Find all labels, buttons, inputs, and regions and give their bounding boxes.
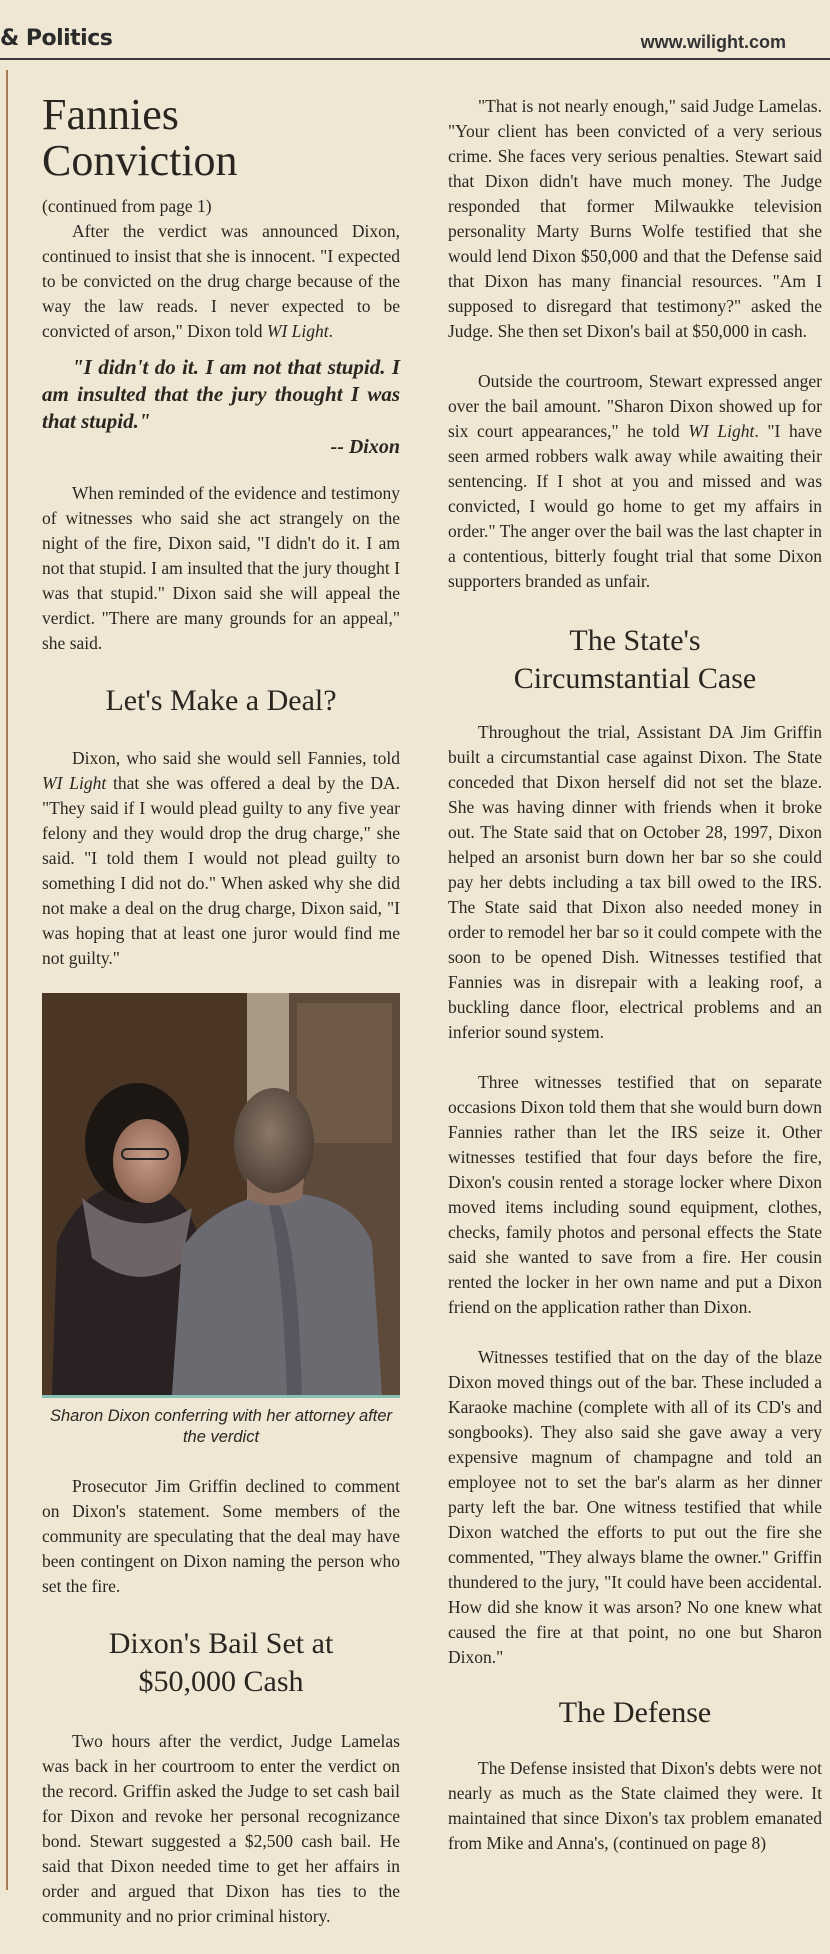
state-paragraph-3: Witnesses testified that on the day of the blaze Dixon moved things out of the bar. These included a Karaoke machine (complete with all of its CD's and songbooks). They also said she gave away a very expensive magnum of champagne and told an employee not to set the bar's alarm as her dinner party left the bar. One witness testified that while Dixon watched the efforts to put out the fire she commented, "They always blame the owner." Griffin thundered to the jury, "It could have been accidental. How did she know it was arson? No one knew what caused the fire at that point, no one but Sharon Dixon." xyxy=(448,1347,822,1667)
defense-paragraph-1 xyxy=(448,1756,822,1856)
section-tag: & Politics xyxy=(0,26,113,51)
deal-p1-text-a: Dixon, who said she would sell Fannies, told xyxy=(72,748,400,768)
state-paragraph-2: Three witnesses testified that on separate occasions Dixon told them that she would burn down Fannies rather than let the IRS seize it. Other witnesses testified that four days before the fire, Dixon's cousin rented a storage locker where Dixon moved items including sound equipment, clothes, checks, family photos and personal effects the State said she wanted to save from a fire. Her cousin rented the locker in her own name and put a Dixon friend on the application rather than Dixon. xyxy=(448,1072,822,1317)
intro-paragraph-1 xyxy=(42,219,400,344)
deal-paragraph-1 xyxy=(42,746,400,971)
photo-caption: Sharon Dixon conferring with her attorney after the verdict xyxy=(49,1407,393,1446)
deal-paragraph-2: Prosecutor Jim Griffin declined to comment on Dixon's statement. Some members of the community are speculating that the deal may have been contingent on Dixon naming the person who set the fire. xyxy=(42,1476,400,1596)
state-paragraph-1: Throughout the trial, Assistant DA Jim Griffin built a circumstantial case against Dixon. The State conceded that Dixon herself did not set the blaze. She was having dinner with friends when it broke out. The State said that on October 28, 1997, Dixon helped an arsonist burn down her bar so she could pay her debts including a tax bill owed to the IRS. The State said that Dixon also needed money in order to remodel her bar so it could compete with the soon to be opened Dish. Witnesses testified that Fannies was in disrepair with a leaking roof, a buckling dance floor, electrical problems and an inferior sound system. xyxy=(448,722,822,1042)
pull-quote-attribution: -- Dixon xyxy=(330,436,400,458)
bail-paragraph-1: Two hours after the verdict, Judge Lamelas was back in her courtroom to enter the verdict on the record. Griffin asked the Judge to set cash bail for Dixon and revoke her personal recognizance bond. Stewart suggested a $2,500 cash bail. He said that Dixon needed time to get her affairs in order and argued that Dixon has ties to the community and no prior criminal history. xyxy=(42,1731,400,1926)
publication-name: WI Light xyxy=(688,421,755,441)
intro-paragraph-2: When reminded of the evidence and testimony of witnesses who said she act strangely on the night of the fire, Dixon said, "I didn't do it. I am not that stupid. I am insulted that the jury thought I was that stupid." Dixon said she will appeal the verdict. "There are many grounds for an appeal," she said. xyxy=(42,483,400,653)
page-header xyxy=(0,0,830,60)
heading-defense: The Defense xyxy=(558,1696,712,1729)
continued-on[interactable]: (continued on page 8) xyxy=(613,1833,767,1853)
heading-state-case xyxy=(448,622,822,698)
defense-p1-text: The Defense insisted that Dixon's debts were not nearly as much as the State claimed they were. It maintained that since Dixon's tax problem emanated from Mike and Anna's, xyxy=(448,1758,822,1853)
state-heading-line-1: The State's xyxy=(569,624,701,657)
right-column xyxy=(448,94,822,1856)
continued-from: (continued from page 1) xyxy=(42,196,212,216)
title-line-1: Fannies xyxy=(42,90,179,139)
bail-heading-line-2: $50,000 Cash xyxy=(138,1665,304,1698)
header-rule xyxy=(0,58,830,60)
publication-name: WI Light xyxy=(266,321,329,341)
publication-name: WI Light xyxy=(42,773,107,793)
intro-p1-text: After the verdict was announced Dixon, continued to insist that she is innocent. "I expected to be convicted on the drug charge because of the way the law reads. I never expected to be convicted of arson," Dixon told xyxy=(42,221,400,341)
site-url[interactable]: www.wilight.com xyxy=(640,32,786,52)
state-heading-line-2: Circumstantial Case xyxy=(513,662,757,695)
title-line-2: Conviction xyxy=(42,136,238,185)
left-column xyxy=(42,92,400,1929)
intro-p1-end: . xyxy=(328,321,334,341)
bail-heading-line-1: Dixon's Bail Set at xyxy=(108,1627,334,1660)
bail-p3-text-b: . "I have seen armed robbers walk away while awaiting their sentencing. If I shot at you and missed and was convicted, I would go home to get my affairs in order." The anger over the bail was the last chapter in a contentious, bitterly fought trial that some Dixon supporters branded as unfair. xyxy=(448,421,822,591)
courtroom-photo-image xyxy=(42,993,400,1395)
page-left-border xyxy=(6,70,8,1890)
pull-quote: "I didn't do it. I am not that stupid. I am insulted that the jury thought I was that stupid." xyxy=(42,355,400,433)
photo-rule xyxy=(42,1395,400,1398)
deal-p1-text-b: that she was offered a deal by the DA. "They said if I would plead guilty to any five year felony and they would drop the drug charge," she said. "I told them I would not plead guilty to something I did not do." When asked why she did not make a deal on the drug charge, Dixon said, "I was hoping that at least one juror would find me not guilty." xyxy=(42,773,400,968)
heading-bail xyxy=(42,1625,400,1701)
bail-paragraph-3 xyxy=(448,369,822,594)
courtroom-photo xyxy=(42,993,400,1395)
bail-p3-text-a: Outside the courtroom, Stewart expressed anger over the bail amount. "Sharon Dixon showed up for six court appearances," he told xyxy=(448,371,822,441)
bail-paragraph-2: "That is not nearly enough," said Judge Lamelas. "Your client has been convicted of a very serious crime. She faces very serious penalties. Stewart said that Dixon didn't have much money. The Judge responded that former Milwaukke television personality Marty Burns Wolfe testified that she would lend Dixon $50,000 and that the Defense said that Dixon has many financial resources. "Am I supposed to disregard that testimony?" asked the Judge. She then set Dixon's bail at $50,000 in cash. xyxy=(448,96,822,341)
article-title xyxy=(42,92,400,184)
heading-deal: Let's Make a Deal? xyxy=(105,684,337,717)
